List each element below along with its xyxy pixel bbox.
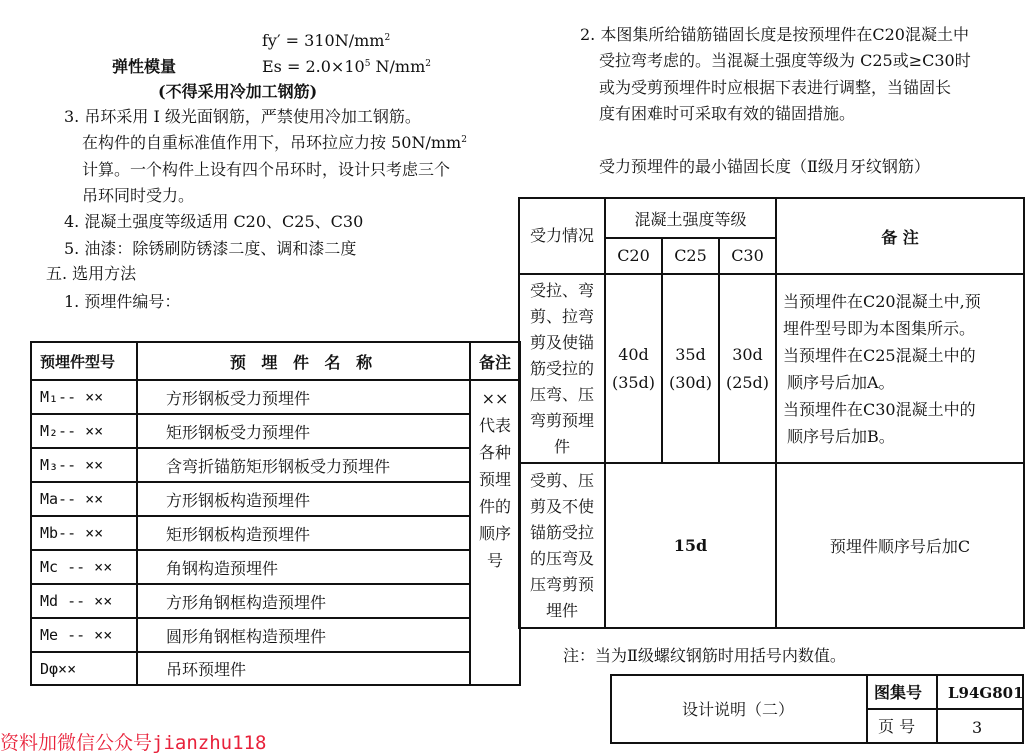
fy-line: $fy' = 310N/mm^2$ (262, 31, 391, 50)
part-name: 吊环预埋件 (137, 652, 470, 685)
table-row (31, 380, 520, 414)
grade-c25: C25 (662, 238, 719, 274)
part-name: 圆形角钢框构造预埋件 (137, 618, 470, 652)
part-name: 矩形钢板构造预埋件 (137, 516, 470, 550)
page-number: 3 (972, 718, 983, 737)
atlas-number: L94G801 (948, 684, 1024, 702)
part-code: M₁-- ×× (31, 380, 137, 414)
part-code: Me -- ×× (31, 618, 137, 652)
table-header-row (519, 198, 1024, 238)
value-c20: 40d (35d) (605, 274, 662, 463)
part-code: Dφ×× (31, 652, 137, 685)
note-2-line-1: 2. 本图集所给锚筋锚固长度是按预埋件在C20混凝土中 (580, 25, 969, 44)
anchorage-length-table (518, 197, 1025, 629)
sheet-title: 设计说明（二） (682, 700, 795, 719)
header-grade: 混凝土强度等级 (605, 198, 776, 238)
page-label: 页 号 (878, 717, 916, 736)
embedded-part-code-table (30, 341, 521, 686)
part-code: Ma-- ×× (31, 482, 137, 516)
part-code: Mb-- ×× (31, 516, 137, 550)
part-name: 方形钢板构造预埋件 (137, 482, 470, 516)
header-load-case: 受力情况 (519, 198, 605, 274)
table-row (519, 274, 1024, 463)
note-3-line-1: 3. 吊环采用 I 级光面钢筋，严禁使用冷加工钢筋。 (64, 107, 421, 126)
header-note: 备 注 (776, 198, 1024, 274)
note-2-line-2: 受拉弯考虑的。当混凝土强度等级为 C25或≥C30时 (599, 51, 971, 70)
table-row (31, 652, 520, 685)
note-3-line-2: 在构件的自重标准值作用下，吊环拉应力按 $50N/mm^2$ (82, 133, 467, 152)
part-code: M₂-- ×× (31, 414, 137, 448)
header-name: 预 埋 件 名 称 (137, 342, 470, 380)
part-code: Mc -- ×× (31, 550, 137, 584)
section-5-heading: 五. 选用方法 (46, 264, 137, 283)
remark-cell: ×× 代表 各种 预埋 件的 顺序 号 (470, 380, 520, 685)
part-code: Md -- ×× (31, 584, 137, 618)
table-row (31, 516, 520, 550)
grade-c20: C20 (605, 238, 662, 274)
part-name: 方形角钢框构造预埋件 (137, 584, 470, 618)
value-c30: 30d (25d) (719, 274, 776, 463)
footnote: 注：当为Ⅱ级螺纹钢筋时用括号内数值。 (563, 646, 846, 665)
modulus-label: 弹性模量 (112, 57, 177, 76)
header-type: 预埋件型号 (31, 342, 137, 380)
note-3-line-3: 计算。一个构件上设有四个吊环时，设计只考虑三个 (82, 160, 451, 179)
table-row (31, 550, 520, 584)
section-5-item-1: 1. 预埋件编号： (64, 292, 181, 311)
table-row (519, 463, 1024, 628)
note-2-line-4: 度有困难时可采取有效的锚固措施。 (599, 104, 856, 123)
note-tension: 当预埋件在C20混凝土中,预 埋件型号即为本图集所示。 当预埋件在C25混凝土中的 顺序号后加A。 当预埋件在C30混凝土中的 顺序号后加B。 (776, 274, 1024, 463)
part-code: M₃-- ×× (31, 448, 137, 482)
note-2-line-3: 或为受剪预埋件时应根据下表进行调整，当锚固长 (599, 78, 952, 97)
table-row (31, 414, 520, 448)
note-5: 5. 油漆：除锈刷防锈漆二度、调和漆二度 (64, 239, 357, 258)
grade-c30: C30 (719, 238, 776, 274)
part-name: 方形钢板受力预埋件 (137, 380, 470, 414)
header-remark: 备注 (470, 342, 520, 380)
es-line: $Es = 2.0\times 10^5$ $N/mm^2$ (262, 57, 431, 76)
table-row (31, 448, 520, 482)
note-4: 4. 混凝土强度等级适用 C20、C25、C30 (64, 212, 364, 231)
table-row (31, 482, 520, 516)
part-name: 矩形钢板受力预埋件 (137, 414, 470, 448)
no-cold-note: (不得采用冷加工钢筋) (158, 82, 318, 101)
load-case-shear: 受剪、压 剪及不使 锚筋受拉 的压弯及 压弯剪预 埋件 (519, 463, 605, 628)
part-name: 角钢构造预埋件 (137, 550, 470, 584)
value-c25: 35d (30d) (662, 274, 719, 463)
table-row (31, 618, 520, 652)
note-shear: 预埋件顺序号后加C (776, 463, 1024, 628)
table-row (31, 584, 520, 618)
value-shear: 15d (605, 463, 776, 628)
table-header-row (31, 342, 520, 380)
atlas-label: 图集号 (874, 683, 923, 702)
note-3-line-4: 吊环同时受力。 (82, 186, 195, 205)
anchorage-table-title: 受力预埋件的最小锚固长度（Ⅱ级月牙纹钢筋） (599, 157, 930, 176)
part-name: 含弯折锚筋矩形钢板受力预埋件 (137, 448, 470, 482)
title-block (610, 674, 1024, 744)
load-case-tension: 受拉、弯 剪、拉弯 剪及使锚 筋受拉的 压弯、压 弯剪预埋 件 (519, 274, 605, 463)
watermark-text: 资料加微信公众号jianzhu118 (0, 732, 267, 754)
